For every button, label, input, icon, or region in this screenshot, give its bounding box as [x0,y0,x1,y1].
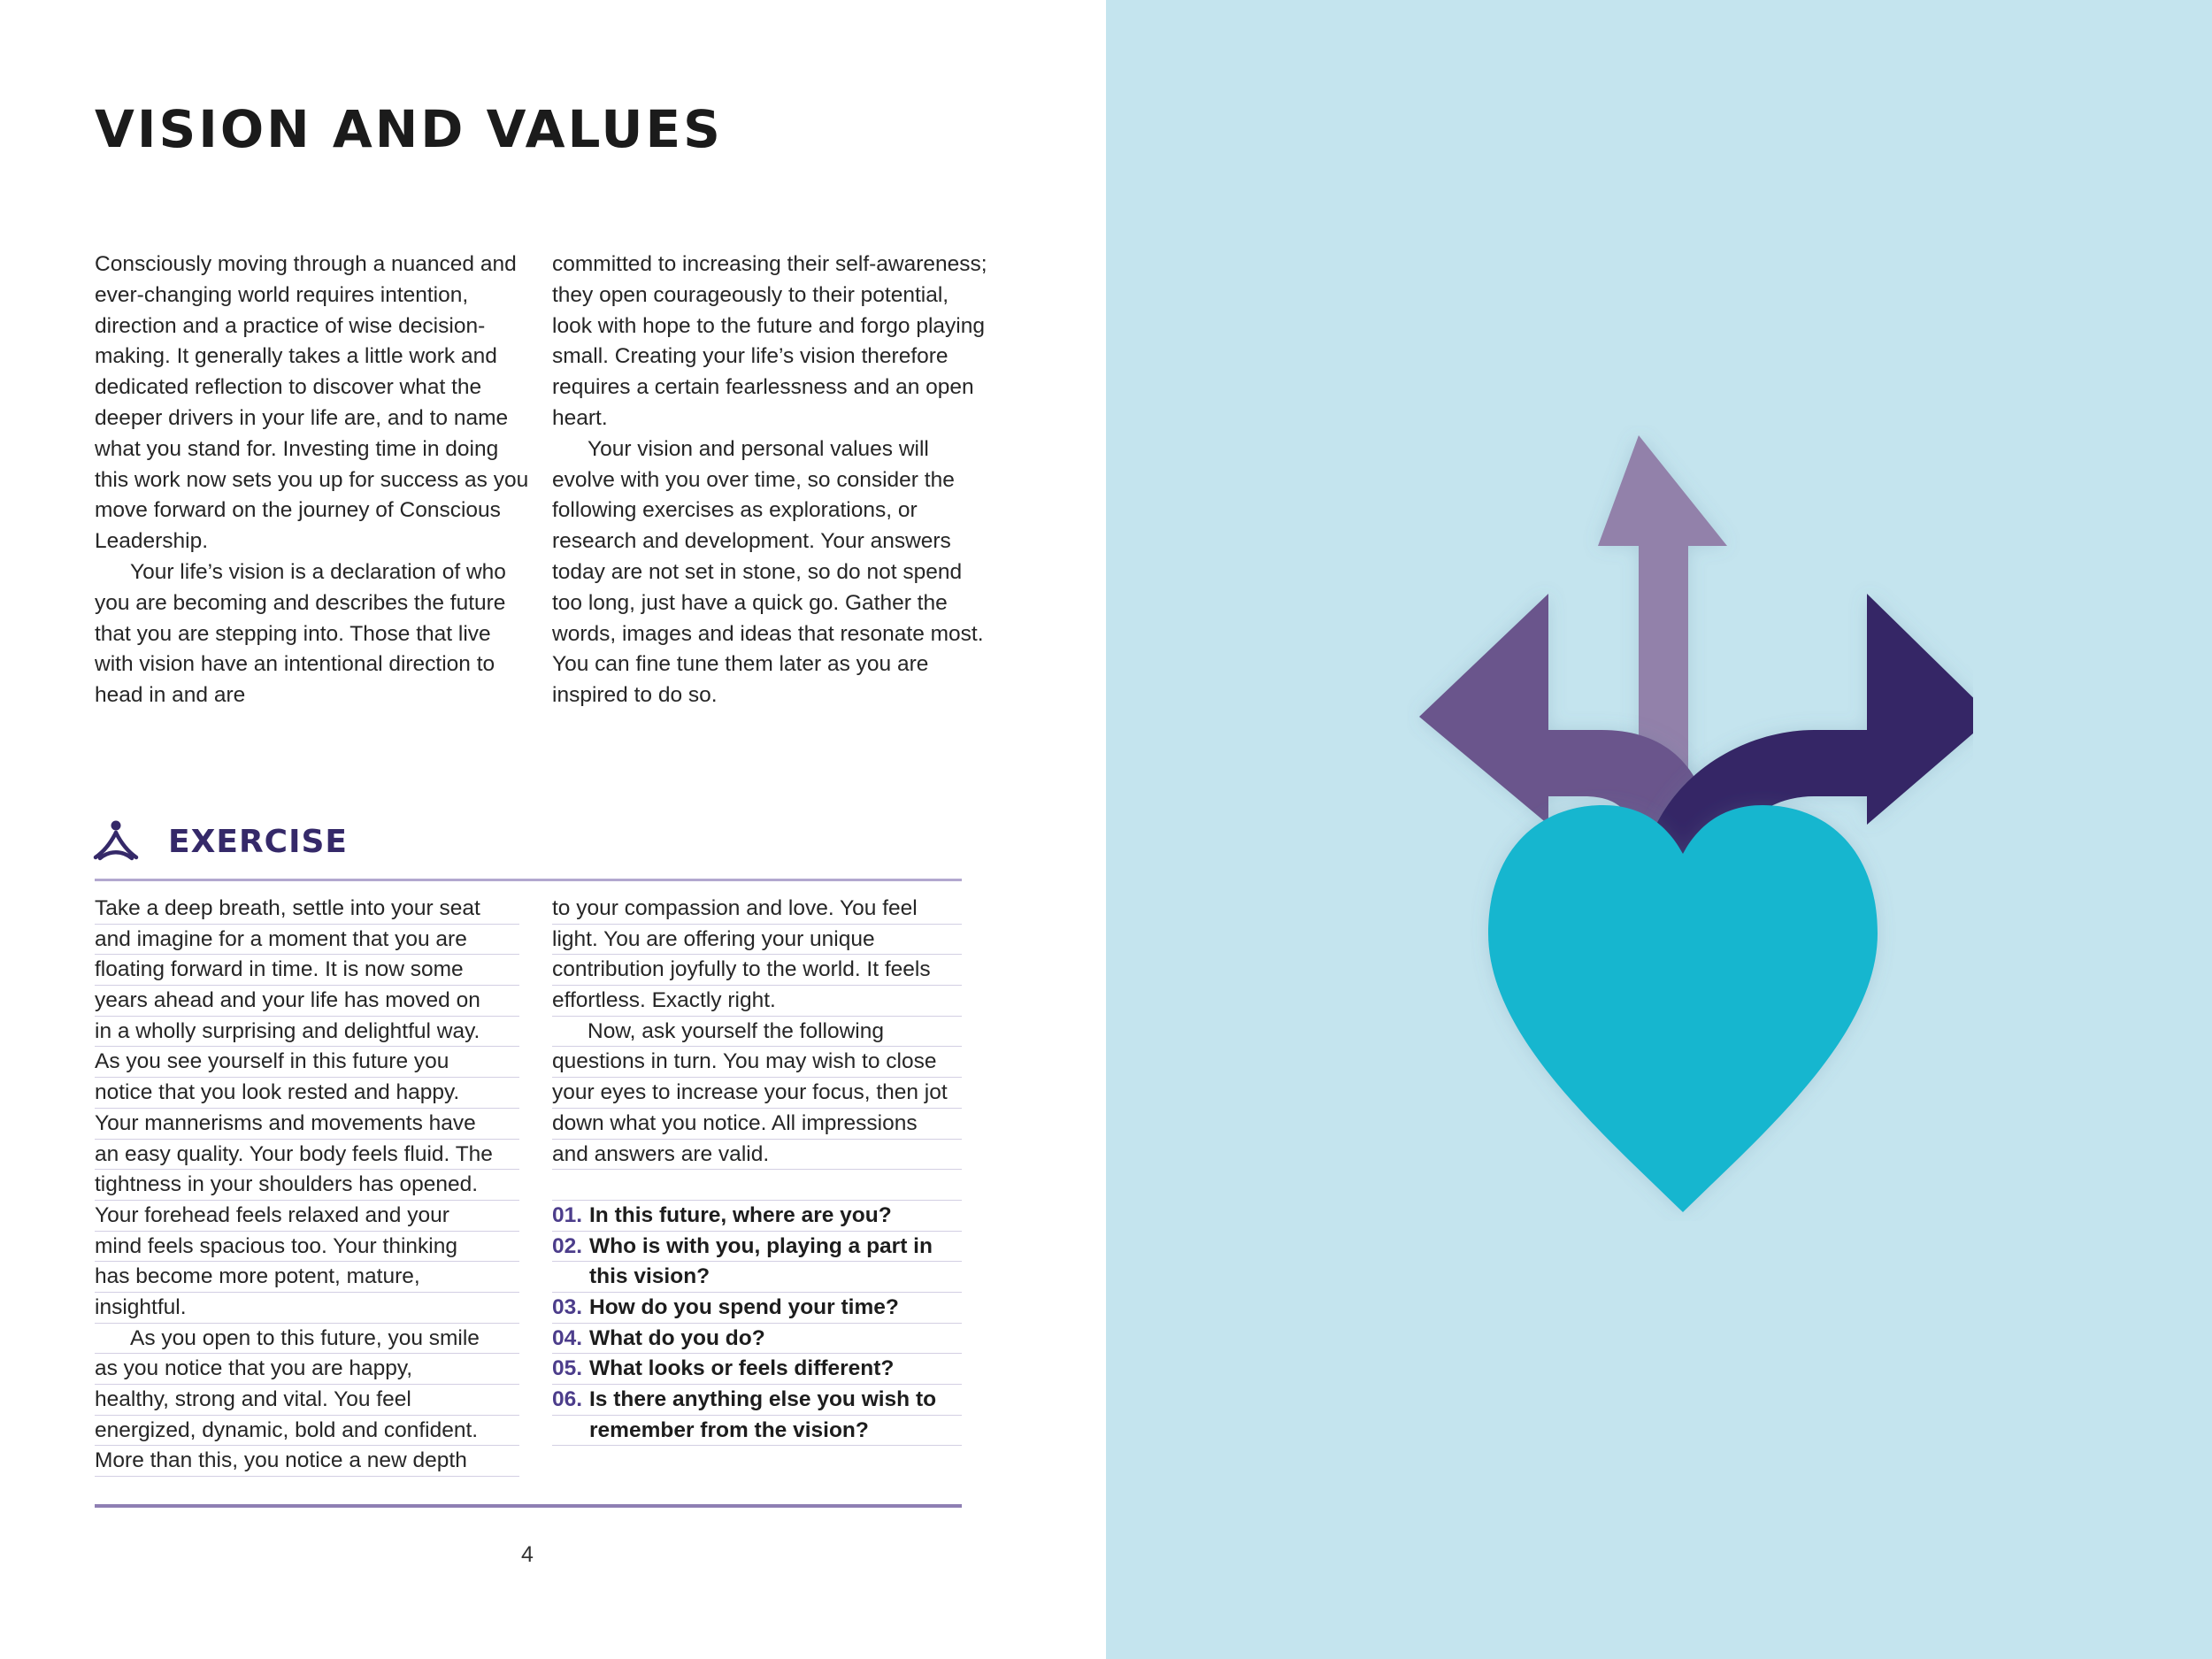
blank-ruled-line [552,1170,962,1201]
exercise-text-line: to your compassion and love. You feel [552,894,962,925]
question-number: 06. [552,1387,583,1411]
exercise-question-line [552,1324,962,1355]
exercise-question-line [552,1201,962,1232]
question-text: Who is with you, playing a part in [589,1233,933,1258]
question-number: 01. [552,1202,583,1227]
intro-paragraph: Consciously moving through a nuanced and ever-changing world requires intention, direction and a practice of wise decision-making. It generally takes a little work and dedicated reflection to discover what the deeper drivers in your life are, and to name what you stand for. Investing time in doing this work now sets you up for success as you move forward on the journey of Conscious Leadership. [95,252,529,554]
intro-column-1 [95,250,533,711]
question-text: In this future, where are you? [589,1202,892,1227]
intro-paragraph: Your life’s vision is a declaration of who you are becoming and describes the future that you are stepping into. Those that live with vision have an intentional direction to head in and are [95,559,506,708]
exercise-question-line [552,1232,962,1263]
exercise-text-line: Now, ask yourself the following [552,1017,962,1048]
exercise-text-line: As you open to this future, you smile [95,1324,519,1355]
meditation-icon [92,818,140,865]
exercise-text-line: More than this, you notice a new depth [95,1446,519,1477]
question-text: remember from the vision? [589,1417,869,1442]
exercise-text-line: effortless. Exactly right. [552,986,962,1017]
heart-icon [1488,805,1878,1212]
question-text: What do you do? [589,1325,765,1350]
intro-paragraph: Your vision and personal values will evolve with you over time, so consider the following exercises as explorations, or research and development. Your answers today are not set in stone, so do not spend too long, just have a quick go. Gather the words, images and ideas that resonate most. You can fine tune them later as you are inspired to do so. [552,436,984,708]
exercise-text-line: down what you notice. All impressions [552,1109,962,1140]
crossroads-heart-illustration [1407,425,1973,1221]
question-text: Is there anything else you wish to [589,1387,937,1411]
exercise-text-line: contribution joyfully to the world. It feels [552,955,962,986]
exercise-text-line: Take a deep breath, settle into your seat [95,894,519,925]
exercise-text-line: an easy quality. Your body feels fluid. The [95,1140,519,1171]
question-text: this vision? [589,1264,710,1289]
exercise-text-line: your eyes to increase your focus, then jot [552,1078,962,1109]
intro-paragraph: committed to increasing their self-awareness; they open courageously to their potential, look with hope to the future and forgo playing small. Creating your life’s vision therefore requires a certain fearlessness and an open heart. [552,252,987,430]
exercise-text-line: Your mannerisms and movements have [95,1109,519,1140]
exercise-text-line: light. You are offering your unique [552,925,962,956]
exercise-text-line: as you notice that you are happy, [95,1354,519,1385]
exercise-text-line: energized, dynamic, bold and confident. [95,1416,519,1447]
page-number: 4 [521,1542,534,1567]
question-number: 03. [552,1294,583,1319]
exercise-text-line: Your forehead feels relaxed and your [95,1201,519,1232]
question-number: 05. [552,1356,583,1381]
exercise-question-line [552,1416,962,1447]
exercise-heading: EXERCISE [168,824,348,860]
exercise-text-line: years ahead and your life has moved on [95,986,519,1017]
exercise-bottom-rule [95,1504,962,1508]
exercise-text-line: As you see yourself in this future you [95,1047,519,1078]
exercise-top-rule [95,879,962,881]
exercise-text-line: questions in turn. You may wish to close [552,1047,962,1078]
exercise-question-line [552,1262,962,1293]
exercise-text-line: insightful. [95,1293,519,1324]
exercise-question-line [552,1293,962,1324]
exercise-text-line: floating forward in time. It is now some [95,955,519,986]
exercise-text-line: mind feels spacious too. Your thinking [95,1232,519,1263]
exercise-text-line: healthy, strong and vital. You feel [95,1385,519,1416]
exercise-text-line: tightness in your shoulders has opened. [95,1170,519,1201]
question-text: How do you spend your time? [589,1294,899,1319]
exercise-text-line: and answers are valid. [552,1140,962,1171]
question-text: What looks or feels different? [589,1356,895,1381]
page-title: VISION AND VALUES [95,99,723,159]
exercise-text-line: and imagine for a moment that you are [95,925,519,956]
exercise-question-line [552,1385,962,1416]
intro-column-2 [552,250,990,711]
exercise-text-line: has become more potent, mature, [95,1262,519,1293]
exercise-question-line [552,1354,962,1385]
exercise-text-line: notice that you look rested and happy. [95,1078,519,1109]
question-number: 04. [552,1325,583,1350]
exercise-column-1 [95,894,519,1477]
exercise-text-line: in a wholly surprising and delightful way. [95,1017,519,1048]
exercise-column-2 [552,894,962,1446]
question-number: 02. [552,1233,583,1258]
